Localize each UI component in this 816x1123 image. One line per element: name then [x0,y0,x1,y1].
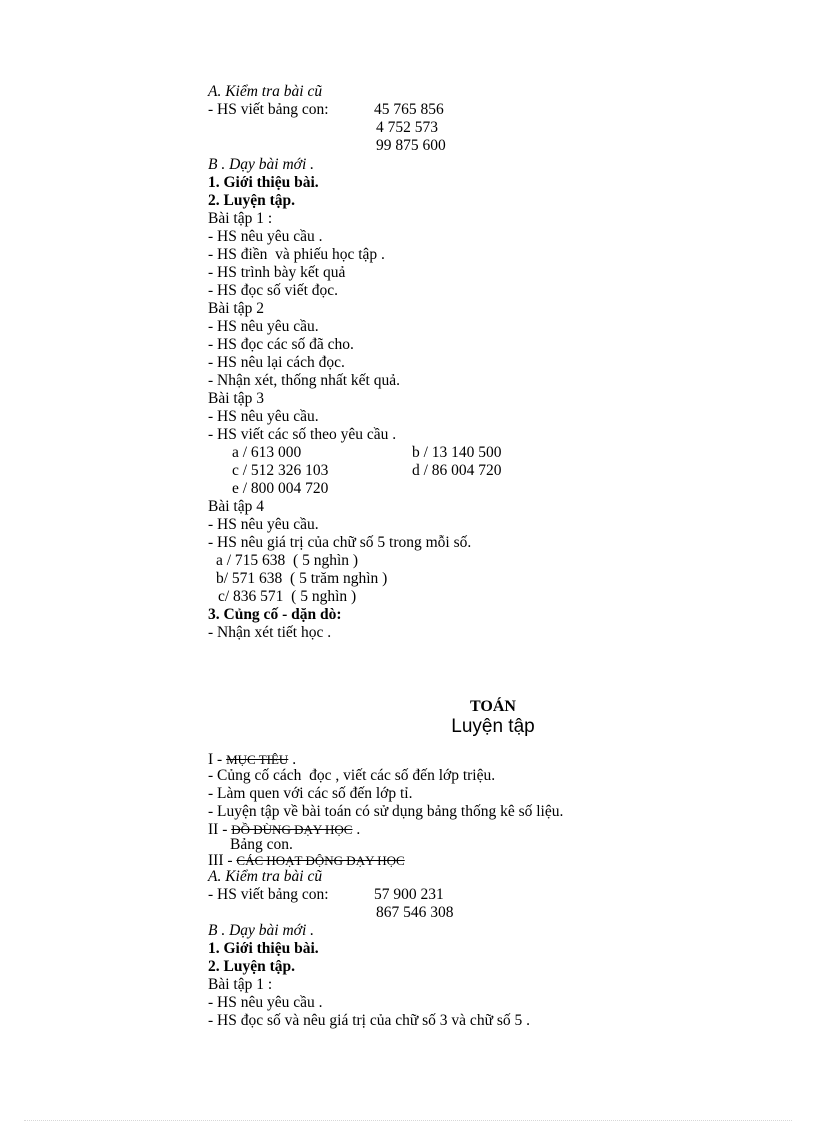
tools-item: Bảng con. [230,836,293,853]
page-bottom-border [24,1120,792,1121]
practice-heading: 2. Luyện tập. [208,192,295,209]
board-write-label: - HS viết bảng con: [208,886,329,903]
objectives-label: MỤC TIÊU [226,752,289,767]
exercise-1-title: Bài tập 1 : [208,210,273,227]
exercise-3-title: Bài tập 3 [208,390,264,407]
tools-prefix: II - [208,821,232,838]
exercise-1-title: Bài tập 1 : [208,976,273,993]
exercise-3-answer-a: a / 613 000 [232,444,302,461]
objective-line: - Củng cố cách đọc , viết các số đến lớp triệu. [208,767,496,784]
exercise-4-answer: b/ 571 638 ( 5 trăm nghìn ) [216,570,388,587]
old-lesson-check-heading: A. Kiểm tra bài cũ [208,868,323,885]
objectives-prefix: I - [208,751,227,768]
new-lesson-heading: B . Dạy bài mới . [208,922,314,939]
exercise-3-line: - HS viết các số theo yêu cầu . [208,426,397,443]
exercise-1-line: - HS đọc số viết đọc. [208,282,339,299]
exercise-3-answer-c: c / 512 326 103 [232,462,329,479]
exercise-2-title: Bài tập 2 [208,300,264,317]
exercise-1-line: - HS nêu yêu cầu . [208,228,323,245]
exercise-2-line: - HS nêu lại cách đọc. [208,354,345,371]
intro-heading: 1. Giới thiệu bài. [208,940,319,957]
consolidate-heading: 3. Củng cố - dặn dò: [208,606,342,623]
board-number: 867 546 308 [376,904,454,921]
board-number: 4 752 573 [376,119,438,136]
exercise-2-line: - Nhận xét, thống nhất kết quả. [208,372,400,389]
exercise-1-line: - HS trình bày kết quả [208,264,346,281]
exercise-1-line: - HS điền và phiếu học tập . [208,246,385,263]
tools-label: ĐỒ DÙNG DẠY HỌC [231,822,353,837]
board-write-label: - HS viết bảng con: [208,101,329,118]
exercise-3-answer-e: e / 800 004 720 [232,480,329,497]
remark-line: - Nhận xét tiết học . [208,624,332,641]
lesson-subject-title: TOÁN [470,698,516,715]
practice-heading: 2. Luyện tập. [208,958,295,975]
board-number: 99 875 600 [376,137,446,154]
exercise-2-line: - HS nêu yêu cầu. [208,318,319,335]
tools-suffix: . [352,821,361,838]
objectives-suffix: . [288,751,297,768]
exercise-4-line: - HS nêu yêu cầu. [208,516,319,533]
exercise-4-answer: c/ 836 571 ( 5 nghìn ) [218,588,357,605]
old-lesson-check-heading: A. Kiểm tra bài cũ [208,83,323,100]
exercise-4-line: - HS nêu giá trị của chữ số 5 trong mỗi số. [208,534,472,551]
board-number: 57 900 231 [374,886,444,903]
lesson-subtitle: Luyện tập [451,716,535,737]
exercise-4-title: Bài tập 4 [208,498,264,515]
exercise-1-line: - HS nêu yêu cầu . [208,994,323,1011]
activities-label: CÁC HOẠT ĐỘNG DẠY HỌC [236,853,405,868]
activities-prefix: III - [208,852,237,869]
exercise-3-answer-b: b / 13 140 500 [412,444,502,461]
intro-heading: 1. Giới thiệu bài. [208,174,319,191]
objective-line: - Làm quen với các số đến lớp tỉ. [208,785,413,802]
new-lesson-heading: B . Dạy bài mới . [208,156,314,173]
exercise-3-answer-d: d / 86 004 720 [412,462,502,479]
exercise-2-line: - HS đọc các số đã cho. [208,336,354,353]
board-number: 45 765 856 [374,101,444,118]
exercise-4-answer: a / 715 638 ( 5 nghìn ) [216,552,359,569]
exercise-3-line: - HS nêu yêu cầu. [208,408,319,425]
objective-line: - Luyện tập về bài toán có sử dụng bảng thống kê số liệu. [208,803,564,820]
exercise-1-line: - HS đọc số và nêu giá trị của chữ số 3 và chữ số 5 . [208,1012,530,1029]
